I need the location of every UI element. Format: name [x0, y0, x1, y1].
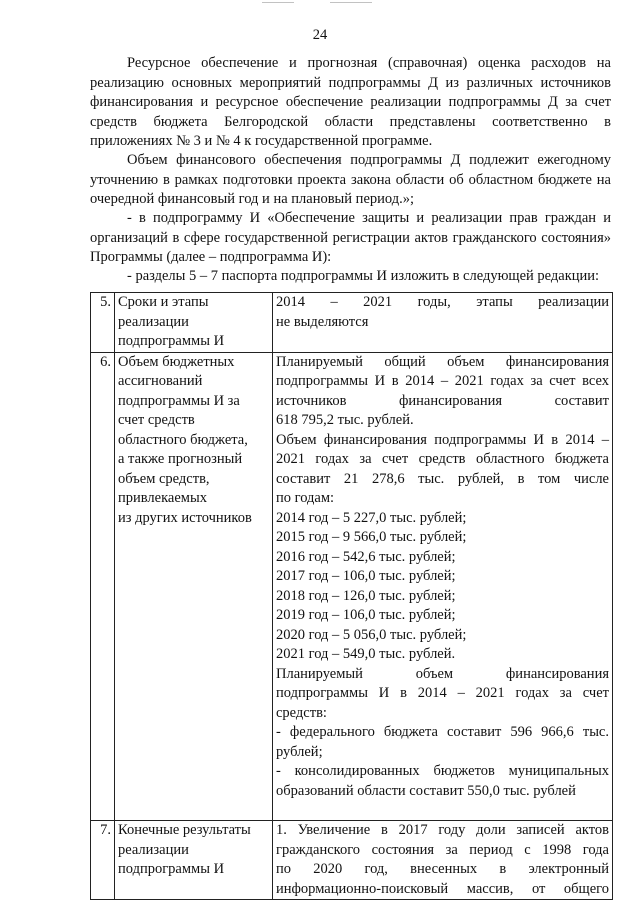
section-value-line: рублей;	[276, 743, 323, 760]
section-name-line: Конечные результаты	[118, 822, 251, 838]
row-number: 7.	[91, 821, 115, 900]
cell-spacer	[276, 801, 609, 820]
paragraph-subprogram-i: - в подпрограмму И «Обеспечение защиты и реализации прав граждан и организаций в сфере государственной регистрации актов гражданского состояния» Программы (далее – подпрограмма И):	[90, 210, 611, 265]
section-value-cell	[273, 293, 613, 353]
section-value-line: по годам:	[276, 490, 335, 506]
section-value-line: - консолидированных бюджетов муниципальных	[276, 763, 609, 779]
section-value-line: подпрограммы И в 2014 – 2021 годах за счет всех	[276, 373, 609, 389]
paragraph-financing-volume: Объем финансового обеспечения подпрограммы Д подлежит ежегодному уточнению в рамках подготовки проекта закона области об областном бюджете на очередной финансовый год и на плановый период.»;	[90, 152, 611, 207]
section-name-line: из других источников	[118, 509, 252, 526]
section-value-line: Планируемый общий объем финансирования	[276, 353, 609, 370]
section-name-line: областного бюджета,	[118, 431, 248, 448]
section-name-cell	[115, 821, 273, 900]
table-row	[91, 293, 613, 353]
section-name-cell	[115, 293, 273, 353]
table-row	[91, 352, 613, 821]
table-row	[91, 821, 613, 900]
section-name-line: счет средств	[118, 412, 195, 428]
section-value-line: 2017 год – 106,0 тыс. рублей;	[276, 568, 456, 584]
section-name-line: подпрограммы И	[118, 861, 225, 877]
section-value-line: средств:	[276, 704, 327, 721]
section-name-line: подпрограммы И	[118, 333, 225, 349]
section-value-line: 2015 год – 9 566,0 тыс. рублей;	[276, 529, 467, 545]
section-value-line: - федерального бюджета составит 596 966,6 тыс.	[276, 724, 609, 740]
section-value-line: гражданского состояния за период с 1998 года	[276, 841, 609, 858]
section-value-cell	[273, 821, 613, 900]
section-name-line: реализации	[118, 313, 189, 330]
section-name-line: ассигнований	[118, 373, 203, 389]
section-name-line: а также прогнозный	[118, 451, 243, 467]
section-value-line: образований области составит 550,0 тыс. рублей	[276, 782, 576, 799]
section-value-line: 2014 – 2021 годы, этапы реализации	[276, 294, 609, 310]
section-name-line: реализации	[118, 841, 189, 858]
section-value-line: 2020 год – 5 056,0 тыс. рублей;	[276, 626, 467, 643]
section-value-line: по 2020 год, внесенных в электронный	[276, 861, 609, 877]
section-value-line: 618 795,2 тыс. рублей.	[276, 412, 414, 428]
section-value-line: Объем финансирования подпрограммы И в 2014 –	[276, 431, 609, 448]
section-value-line: Планируемый объем финансирования	[276, 665, 609, 682]
section-name-line: привлекаемых	[118, 490, 207, 506]
section-value-line: 2019 год – 106,0 тыс. рублей;	[276, 607, 456, 623]
paragraph-sections-amendment: - разделы 5 – 7 паспорта подпрограммы И изложить в следующей редакции:	[127, 268, 600, 284]
section-value-line: источников финансирования составит	[276, 392, 609, 409]
section-value-line: 2021 год – 549,0 тыс. рублей.	[276, 646, 456, 662]
section-name-line: Сроки и этапы	[118, 294, 209, 310]
passport-table	[90, 292, 613, 900]
section-value-line: 2018 год – 126,0 тыс. рублей;	[276, 587, 456, 604]
section-value-line: подпрограммы И в 2014 – 2021 годах за счет	[276, 685, 609, 701]
section-name-line: Объем бюджетных	[118, 353, 235, 370]
section-value-cell	[273, 352, 613, 821]
section-value-line: 2016 год – 542,6 тыс. рублей;	[276, 548, 456, 565]
section-name-line: объем средств,	[118, 470, 210, 487]
section-value-line: 2014 год – 5 227,0 тыс. рублей;	[276, 509, 467, 526]
section-value-line: не выделяются	[276, 313, 369, 330]
row-number: 6.	[91, 352, 115, 821]
section-value-line: информационно-поисковый массив, от общего	[276, 880, 609, 897]
section-value-line: 1. Увеличение в 2017 году доли записей актов	[276, 822, 609, 838]
page-number: 24	[312, 27, 328, 43]
row-number: 5.	[91, 293, 115, 353]
scan-artifact	[330, 2, 372, 9]
section-name-line: подпрограммы И за	[118, 392, 240, 409]
scan-artifact	[262, 2, 294, 9]
paragraph-resource-support: Ресурсное обеспечение и прогнозная (справочная) оценка расходов на реализацию основных мероприятий подпрограммы Д из различных источников финансирования и ресурсное обеспечение реализации подпрограммы Д за счет средств бюджета Белгородской области представлены соответственно в приложениях № 3 и № 4 к государственной программе.	[90, 55, 611, 149]
section-value-line: 2021 годах за счет средств областного бюджета	[276, 451, 609, 467]
section-value-line: составит 21 278,6 тыс. рублей, в том числе	[276, 470, 609, 487]
section-name-cell	[115, 352, 273, 821]
